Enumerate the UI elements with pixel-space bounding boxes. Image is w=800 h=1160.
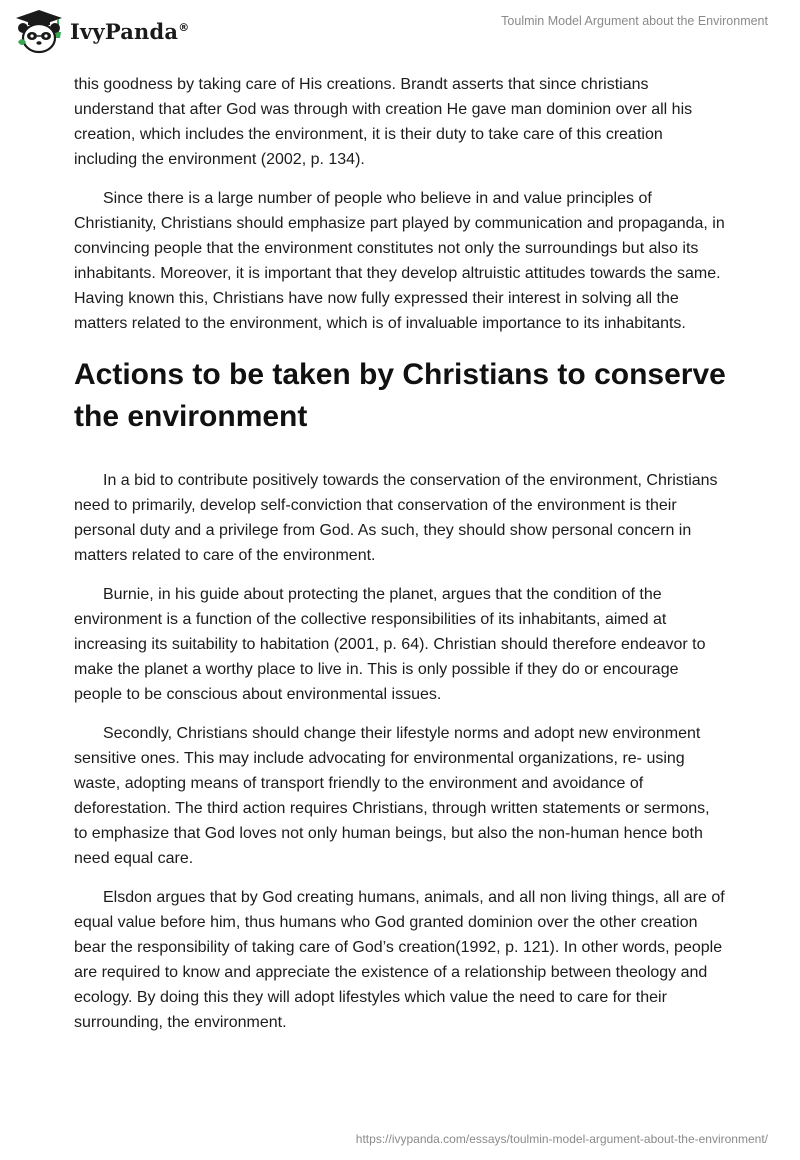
paragraph: Secondly, Christians should change their lifestyle norms and adopt new environment sensitive ones. This may include advocating for environmental organizations, re- using waste, adopting means of transport friendly to the environment and avoidance of deforestation. The third action requires Christians, through written statements or sermons, to emphasize that God loves not only human beings, but also the non-human hence both need equal care. — [74, 725, 710, 867]
brand-name: IvyPanda® — [70, 18, 190, 44]
brand-registered-mark: ® — [178, 20, 190, 34]
page-header — [0, 0, 800, 60]
paragraph: Elsdon argues that by God creating humans, animals, and all non living things, all are of equal value before him, thus humans who God granted dominion over the other creation bear the responsibility of taking care of God’s creation(1992, p. 121). In other words, people are required to know and appreciate the existence of a relationship between theology and ecology. By doing this they will adopt lifestyles which value the need to care for their surrounding, the environment. — [74, 889, 725, 1031]
source-url-link[interactable]: https://ivypanda.com/essays/toulmin-model-argument-about-the-environment/ — [355, 1132, 768, 1146]
paragraph: In a bid to contribute positively towards the conservation of the environment, Christians need to primarily, develop self-conviction that conservation of the environment is their personal duty and a privilege from God. As such, they should show personal concern in matters related to care of the environment. — [74, 472, 718, 564]
brand-logo[interactable] — [14, 8, 189, 54]
essay-body — [74, 72, 726, 1049]
panda-graduation-icon — [14, 8, 64, 54]
document-title: Toulmin Model Argument about the Environment — [501, 14, 768, 28]
paragraph: Burnie, in his guide about protecting the planet, argues that the condition of the environment is a function of the collective responsibilities of its inhabitants, aimed at increasing its suitability to habitation (2001, p. 64). Christian should therefore endeavor to make the planet a worthy place to live in. This is only possible if they do or encourage people to be conscious about environmental issues. — [74, 586, 706, 703]
paragraph: Since there is a large number of people who believe in and value principles of Christianity, Christians should emphasize part played by communication and propaganda, in convincing people that the environment constitutes not only the surroundings but also its inhabitants. Moreover, it is important that they develop altruistic attitudes towards the same. Having known this, Christians have now fully expressed their interest in solving all the matters related to the environment, which is of invaluable importance to its inhabitants. — [74, 190, 725, 332]
paragraph: this goodness by taking care of His creations. Brandt asserts that since christians understand that after God was through with creation He gave man dominion over all his creation, which includes the environment, it is their duty to take care of this creation including the environment (2002, p. 134). — [74, 76, 693, 168]
section-heading: Actions to be taken by Christians to conserve the environment — [74, 358, 726, 433]
